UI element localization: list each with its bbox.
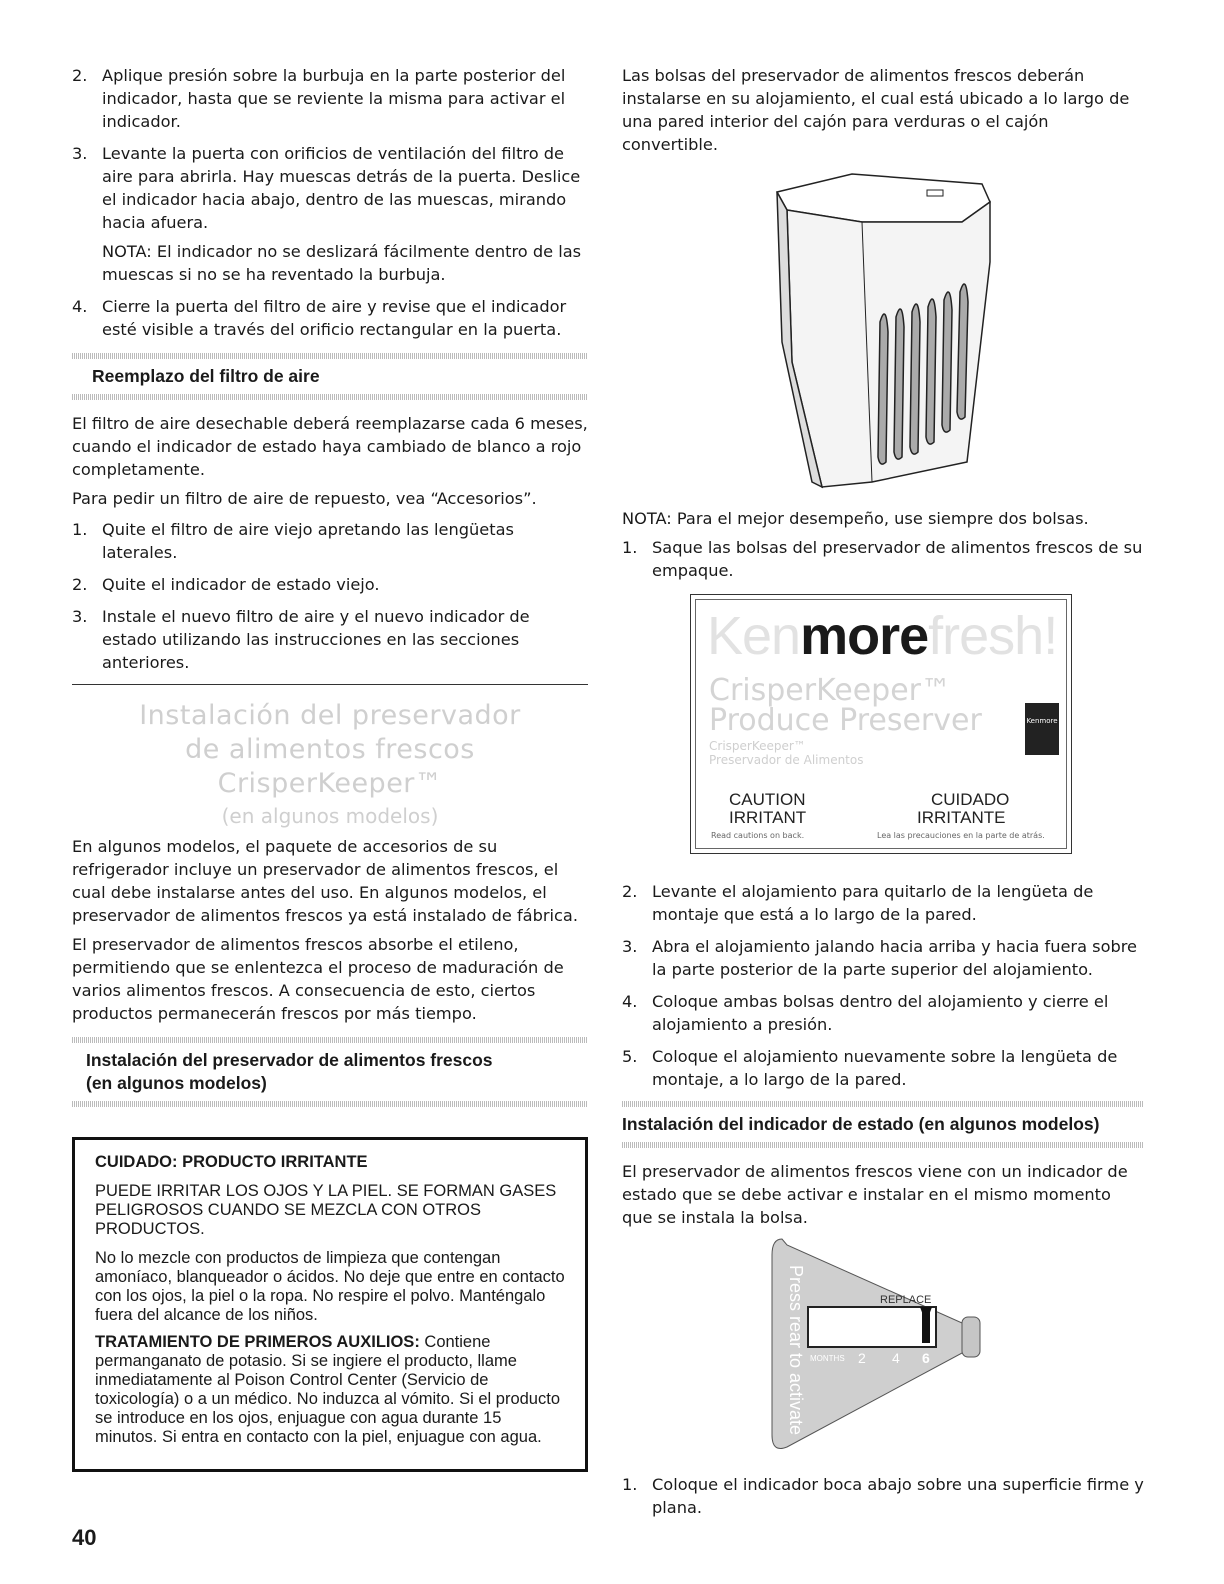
svg-text:Press rear to activate: Press rear to activate <box>786 1265 806 1436</box>
right-column <box>622 64 1144 1528</box>
paragraph: Para pedir un filtro de aire de repuesto, vea “Accesorios”. <box>72 489 537 508</box>
step-1 <box>622 536 1144 582</box>
caution-box <box>72 1137 588 1472</box>
kenmore-logo: Kenmore <box>1025 703 1059 755</box>
list-item: 2. Levante el alojamiento para quitarlo de la lengüeta de montaje que está a lo largo de la pared. <box>622 882 1094 924</box>
svg-text:REPLACE: REPLACE <box>880 1294 932 1306</box>
divider <box>622 1142 1144 1148</box>
note: NOTA: Para el mejor desempeño, use siempre dos bolsas. <box>622 509 1089 528</box>
paragraph: El preservador de alimentos frescos absorbe el etileno, permitiendo que se enlentezca el proceso de maduración de varios alimentos frescos. A consecuencia de esto, ciertos productos permanecerán frescos por más tiempo. <box>72 935 564 1023</box>
steps-mid <box>622 880 1144 1091</box>
svg-text:2: 2 <box>858 1350 866 1366</box>
package-illustration: Kenmorefresh! CrisperKeeper™ Produce Preserver CrisperKeeper™ Preservador de Alimentos Kenmore CAUTION IRRITANT CUIDADO IRRITANTE Read cautions on back. Lea las precauciones en la parte de atrás. <box>690 594 1072 854</box>
left-column <box>72 64 588 1472</box>
page-number: 40 <box>72 1525 97 1550</box>
first-aid-text: TRATAMIENTO DE PRIMEROS AUXILIOS: Contiene permanganato de potasio. Si se ingiere el producto, llame inmediatamente al Poison Control Center (Servicio de toxicología) o a un médico. No induzca al vómito. Si el producto se introduce en los ojos, enjuague con agua durante 15 minutos. Si entra en contacto con la piel, enjuague con agua. <box>95 1333 560 1446</box>
replace-steps <box>72 518 588 674</box>
list-item: 3. Instale el nuevo filtro de aire y el nuevo indicador de estado utilizando las instrucciones en las secciones anteriores. <box>72 607 530 672</box>
list-item: 2. Aplique presión sobre la burbuja en la parte posterior del indicador, hasta que se reviente la misma para activar el indicador. <box>72 66 566 131</box>
list-item: 3. Levante la puerta con orificios de ventilación del filtro de aire para abrirla. Hay muescas detrás de la puerta. Deslice el indicador hacia abajo, dentro de las muescas, mirando hacia afuera. NOTA: El indicador no se deslizará fácilmente dentro de las muescas si no se ha reventado la burbuja. <box>72 142 588 286</box>
step-last <box>622 1473 1144 1519</box>
caution-lead: PUEDE IRRITAR LOS OJOS Y LA PIEL. SE FORMAN GASES PELIGROSOS CUANDO SE MEZCLA CON OTROS PRODUCTOS. <box>95 1182 557 1238</box>
paragraph: En algunos modelos, el paquete de accesorios de su refrigerador incluye un preservador de alimentos frescos, el cual debe instalarse antes del uso. En algunos modelos, el preservador de alimentos frescos ya está instalado de fábrica. <box>72 837 578 925</box>
caution-title: CUIDADO: PRODUCTO IRRITANTE <box>95 1153 368 1171</box>
paragraph: El preservador de alimentos frescos viene con un indicador de estado que se debe activar e instalar en el mismo momento que se instala la bolsa. <box>622 1162 1128 1227</box>
list-item: 1. Quite el filtro de aire viejo apretando las lengüetas laterales. <box>72 520 514 562</box>
indicator-illustration <box>622 1235 1144 1461</box>
divider <box>72 394 588 400</box>
steps-top <box>72 64 588 341</box>
list-item: 2. Quite el indicador de estado viejo. <box>72 575 380 594</box>
list-item: 1. Saque las bolsas del preservador de alimentos frescos de su empaque. <box>622 538 1143 580</box>
indicator-heading: Instalación del indicador de estado (en algunos modelos) <box>622 1114 1100 1134</box>
replace-heading: Reemplazo del filtro de aire <box>92 366 320 386</box>
note: NOTA: El indicador no se deslizará fácilmente dentro de las muescas si no se ha reventado la burbuja. <box>102 242 582 284</box>
list-item: 4. Coloque ambas bolsas dentro del alojamiento y cierre el alojamiento a presión. <box>622 992 1109 1034</box>
paragraph: El filtro de aire desechable deberá reemplazarse cada 6 meses, cuando el indicador de estado haya cambiado de blanco a rojo completamente. <box>72 414 588 479</box>
crisper-housing-image <box>622 162 1144 507</box>
install-heading: Instalación del preservador de alimentos frescos (en algunos modelos) <box>86 1050 493 1093</box>
svg-text:MONTHS: MONTHS <box>810 1354 845 1363</box>
section-title: Instalación del preservador de alimentos frescos CrisperKeeper™ <box>139 700 521 799</box>
status-indicator-image <box>622 1235 1144 1461</box>
list-item: 3. Abra el alojamiento jalando hacia arriba y hacia fuera sobre la parte posterior de la parte superior del alojamiento. <box>622 937 1138 979</box>
divider <box>72 1101 588 1107</box>
list-item: 5. Coloque el alojamiento nuevamente sobre la lengüeta de montaje, a lo largo de la pared. <box>622 1047 1118 1089</box>
svg-text:6: 6 <box>922 1350 930 1366</box>
list-item: 1. Coloque el indicador boca abajo sobre una superficie firme y plana. <box>622 1475 1144 1517</box>
caution-body: No lo mezcle con productos de limpieza que contengan amoníaco, blanqueador o ácidos. No deje que entre en contacto con los ojos, la piel o la ropa. No respire el polvo. Manténgalo fuera del alcance de los niños. <box>95 1249 565 1324</box>
svg-text:4: 4 <box>892 1350 900 1366</box>
housing-illustration <box>622 162 1144 507</box>
brand-text: Kenmorefresh! <box>707 606 1058 666</box>
section-rule <box>72 684 588 685</box>
list-item: 4. Cierre la puerta del filtro de aire y revise que el indicador esté visible a través del orificio rectangular en la puerta. <box>72 297 567 339</box>
section-subtitle: (en algunos modelos) <box>221 804 439 828</box>
paragraph: Las bolsas del preservador de alimentos frescos deberán instalarse en su alojamiento, el cual está ubicado a lo largo de una pared interior del cajón para verduras o el cajón convertible. <box>622 66 1130 154</box>
